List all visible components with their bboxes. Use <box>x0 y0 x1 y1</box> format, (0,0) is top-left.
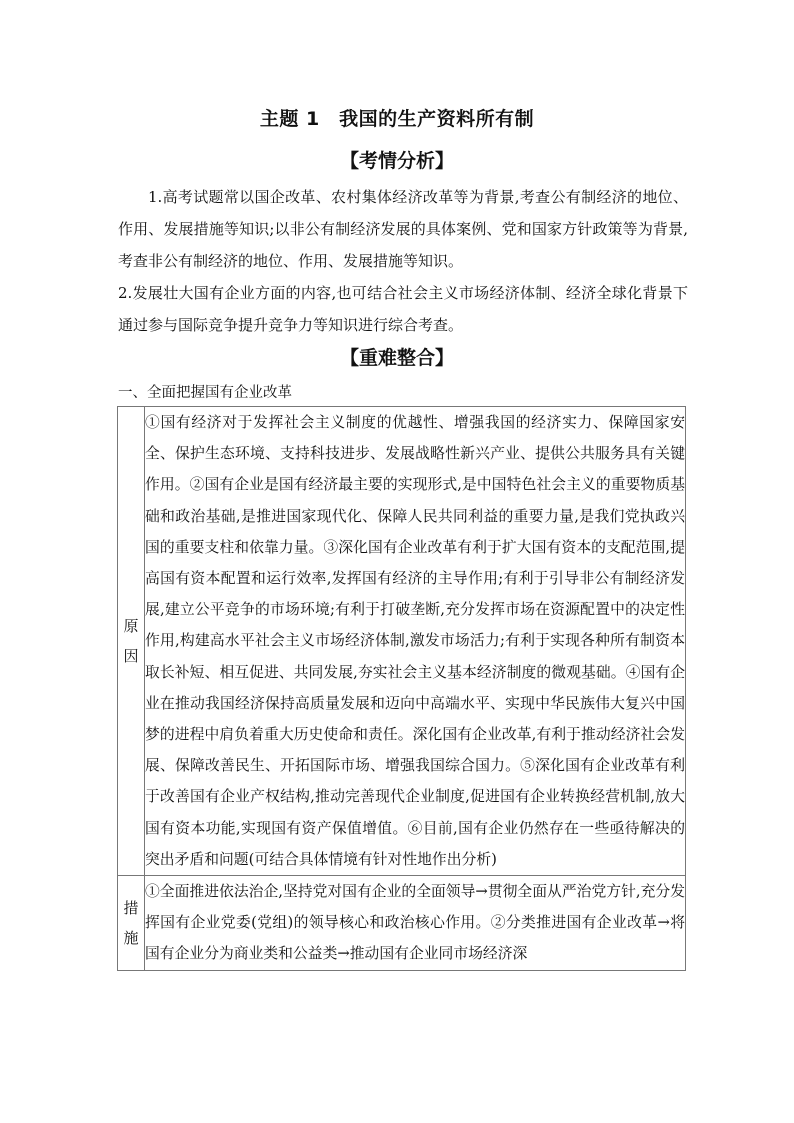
integration-subheading: 一、全面把握国有企业改革 <box>118 385 292 401</box>
exam-analysis-paragraph-2: 2.发展壮大国有企业方面的内容,也可结合社会主义市场经济体制、经济全球化背景下通过参与国际竞争提升竞争力等知识进行综合考查。 <box>118 284 688 334</box>
row-label-char: 原 <box>123 617 139 636</box>
table-row <box>118 876 686 971</box>
integration-heading: 【重难整合】 <box>339 347 454 369</box>
reform-table <box>117 406 686 971</box>
exam-analysis-heading: 【考情分析】 <box>339 150 454 172</box>
row-text-reasons: ①国有经济对于发挥社会主义制度的优越性、增强我国的经济实力、保障国家安全、保护生态环境、支持科技进步、发展战略性新兴产业、提供公共服务具有关键作用。②国有企业是国有经济最主要的实现形式,是中国特色社会主义的重要物质基础和政治基础,是推进国家现代化、保障人民共同利益的重要力量,是我们党执政兴国的重要支柱和依靠力量。③深化国有企业改革有利于扩大国有资本的支配范围,提高国有资本配置和运行效率,发挥国有经济的主导作用;有利于引导非公有制经济发展,建立公平竞争的市场环境;有利于打破垄断,充分发挥市场在资源配置中的决定性作用,构建高水平社会主义市场经济体制,激发市场活力;有利于实现各种所有制资本取长补短、相互促进、共同发展,夯实社会主义基本经济制度的微观基础。④国有企业在推动我国经济保持高质量发展和迈向中高端水平、实现中华民族伟大复兴中国梦的进程中肩负着重大历史使命和责任。深化国有企业改革,有利于推动经济社会发展、保障改善民生、开拓国际市场、增强我国综合国力。⑤深化国有企业改革有利于改善国有企业产权结构,推动完善现代企业制度,促进国有企业转换经营机制,放大国有资本功能,实现国有资产保值增值。⑥目前,国有企业仍然存在一些亟待解决的突出矛盾和问题(可结合具体情境有针对性地作出分析) <box>145 407 686 876</box>
row-text-measures: ①全面推进依法治企,坚持党对国有企业的全面领导→贯彻全面从严治党方针,充分发挥国有企业党委(党组)的领导核心和政治核心作用。②分类推进国有企业改革→将国有企业分为商业类和公益类→推动国有企业同市场经济深 <box>145 876 686 971</box>
row-label-char: 措 <box>123 898 139 917</box>
page-title: 主题 1 我国的生产资料所有制 <box>259 108 535 130</box>
exam-analysis-paragraph-1: 1.高考试题常以国企改革、农村集体经济改革等为背景,考查公有制经济的地位、作用、发展措施等知识;以非公有制经济发展的具体案例、党和国家方针政策等为背景,考查非公有制经济的地位、作用、发展措施等知识。 <box>118 188 688 270</box>
row-label-char: 施 <box>123 928 139 947</box>
table-row <box>118 407 686 876</box>
row-label-measures <box>118 876 145 971</box>
row-label-reasons <box>118 407 145 876</box>
row-label-char: 因 <box>123 647 139 666</box>
